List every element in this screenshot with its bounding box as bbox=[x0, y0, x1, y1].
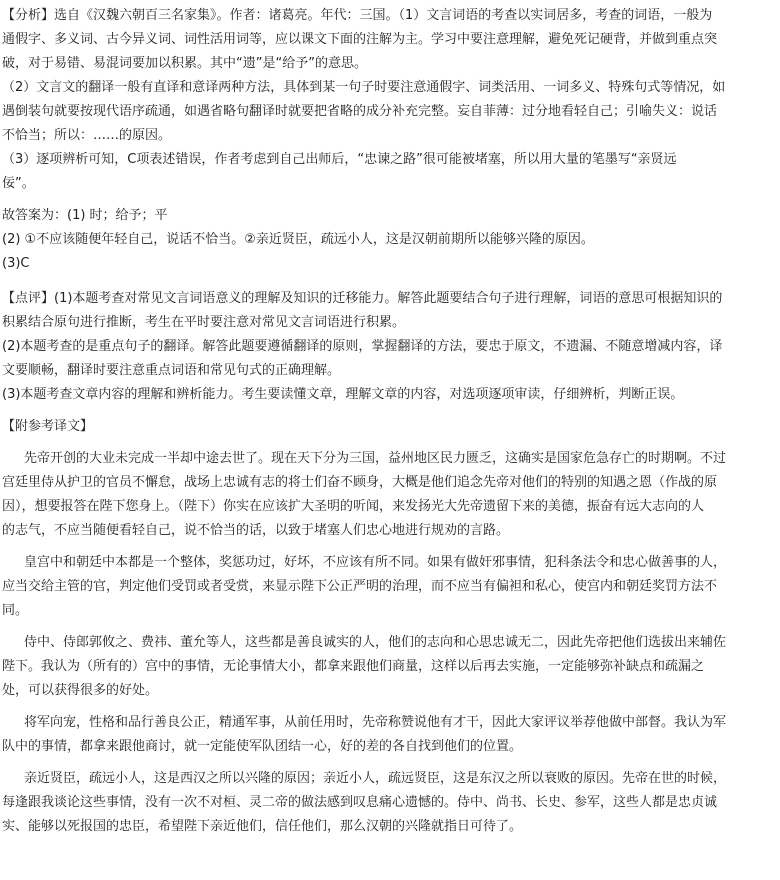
text-line: 的志气，不应当随便看轻自己，说不恰当的话，以致于堵塞人们忠心地进行规劝的言路。 bbox=[2, 523, 510, 538]
text-line: 侍中、侍郎郭攸之、费祎、董允等人，这些都是善良诚实的人，他们的志向和心思忠诚无二，因此先帝把他们选拔出来辅佐 bbox=[24, 635, 727, 650]
text-line: (3)C bbox=[2, 256, 30, 271]
text-line: 文要顺畅，翻译时要注意重点词语和常见句式的正确理解。 bbox=[2, 363, 341, 378]
text-line: 宫廷里侍从护卫的官员不懈怠，战场上忠诚有志的将士们奋不顾身，大概是他们追念先帝对他们的特别的知遇之恩（作战的原 bbox=[2, 475, 718, 490]
text-line: (3)本题考查文章内容的理解和辨析能力。考生要读懂文章，理解文章的内容，对选项逐项审读，仔细辨析，判断正误。 bbox=[2, 387, 684, 402]
translation-paragraph bbox=[2, 447, 778, 543]
translation-paragraph bbox=[2, 551, 778, 623]
text-line: 通假字、多义词、古今异义词、词性活用词等，应以课文下面的注解为主。学习中要注意理解，避免死记硬背，并做到重点突 bbox=[2, 32, 718, 47]
text-line: 处，可以获得很多的好处。 bbox=[2, 683, 159, 698]
text-line: 皇宫中和朝廷中本都是一个整体，奖惩功过，好坏，不应该有所不同。如果有做奸邪事情，犯科条法令和忠心做善事的人， bbox=[24, 555, 727, 570]
comment-section bbox=[2, 287, 778, 407]
translation-paragraph bbox=[2, 767, 778, 839]
text-line: 【分析】选自《汉魏六朝百三名家集》。作者：诸葛亮。年代：三国。（1）文言词语的考查以实词居多，考查的词语，一般为 bbox=[2, 8, 713, 23]
text-line: 破，对于易错、易混词要加以积累。其中“遗”是“给予”的意思。 bbox=[2, 56, 367, 71]
text-line: （3）逐项辨析可知，C项表述错误，作者考虑到自己出师后，“忠谏之路”很可能被堵塞，所以用大量的笔墨写“亲贤远 bbox=[2, 152, 677, 167]
text-line: (2)本题考查的是重点句子的翻译。解答此题要遵循翻译的原则，掌握翻译的方法，要忠于原文，不遗漏、不随意增减内容，译 bbox=[2, 339, 723, 354]
text-line: (2) ①不应该随便年轻自己，说话不恰当。②亲近贤臣，疏远小人，这是汉朝前期所以能够兴隆的原因。 bbox=[2, 232, 594, 247]
text-line: 不恰当；所以：……的原因。 bbox=[2, 128, 172, 143]
text-line: 陛下。我认为（所有的）宫中的事情，无论事情大小，都拿来跟他们商量，这样以后再去实施，一定能够弥补缺点和疏漏之 bbox=[2, 659, 705, 674]
translation-paragraph bbox=[2, 631, 778, 703]
text-line: 因），想要报答在陛下您身上。（陛下）你实在应该扩大圣明的听闻，来发扬光大先帝遗留下来的美德，振奋有远大志向的人 bbox=[2, 499, 705, 514]
text-line: 同。 bbox=[2, 603, 29, 618]
text-line: 队中的事情，都拿来跟他商讨，就一定能使军队团结一心，好的差的各自找到他们的位置。 bbox=[2, 739, 523, 754]
text-line: 故答案为：(1) 时；给予；平 bbox=[2, 208, 168, 223]
answer-section bbox=[2, 204, 778, 276]
text-line: 【点评】(1)本题考查对常见文言词语意义的理解及知识的迁移能力。解答此题要结合句子进行理解，词语的意思可根据知识的 bbox=[2, 291, 723, 306]
text-line: 应当交给主管的官，判定他们受罚或者受赏，来显示陛下公正严明的治理，而不应当有偏袒和私心，使宫内和朝廷奖罚方法不 bbox=[2, 579, 718, 594]
text-line: 将军向宠，性格和品行善良公正，精通军事，从前任用时，先帝称赞说他有才干，因此大家评议举荐他做中部督。我认为军 bbox=[24, 715, 727, 730]
text-line: 先帝开创的大业未完成一半却中途去世了。现在天下分为三国，益州地区民力匮乏，这确实是国家危急存亡的时期啊。不过 bbox=[24, 451, 727, 466]
text-line: 每逢跟我谈论这些事情，没有一次不对桓、灵二帝的做法感到叹息痛心遗憾的。侍中、尚书、长史、参军，这些人都是忠贞诚 bbox=[2, 795, 718, 810]
text-line: 实、能够以死报国的忠臣，希望陛下亲近他们，信任他们，那么汉朝的兴隆就指日可待了。 bbox=[2, 819, 523, 834]
translation-heading: 【附参考译文】 bbox=[2, 419, 94, 434]
text-line: 遇倒装句就要按现代语序疏通，如遇省略句翻译时就要把省略的成分补充完整。妄自菲薄：过分地看轻自己；引喻失义：说话 bbox=[2, 104, 718, 119]
text-line: 亲近贤臣，疏远小人，这是西汉之所以兴隆的原因；亲近小人，疏远贤臣，这是东汉之所以衰败的原因。先帝在世的时候， bbox=[24, 771, 727, 786]
analysis-section bbox=[2, 4, 778, 196]
text-line: 积累结合原句进行推断，考生在平时要注意对常见文言词语进行积累。 bbox=[2, 315, 406, 330]
text-line: 佞”。 bbox=[2, 176, 35, 191]
translation-section bbox=[2, 415, 778, 839]
translation-paragraph bbox=[2, 711, 778, 759]
text-line: （2）文言文的翻译一般有直译和意译两种方法，具体到某一句子时要注意通假字、词类活用、一词多义、特殊句式等情况，如 bbox=[2, 80, 726, 95]
